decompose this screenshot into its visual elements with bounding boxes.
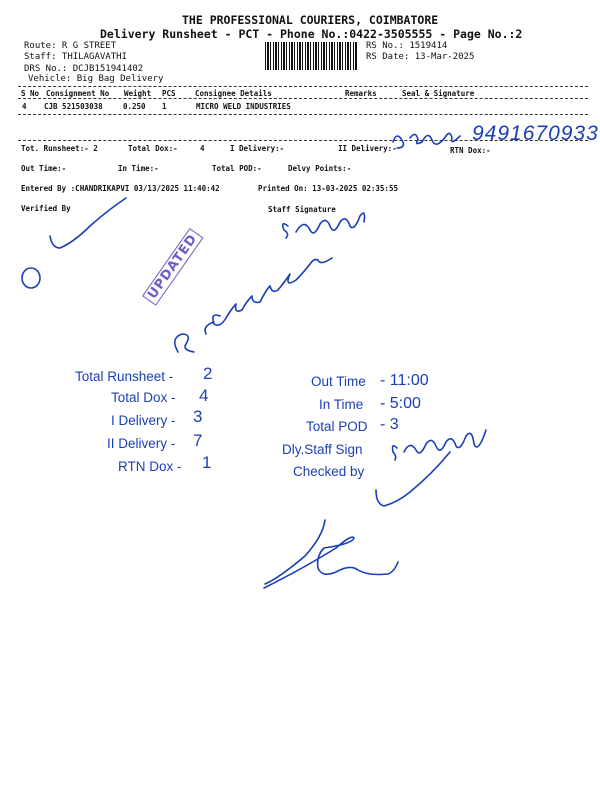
- verified-by-label: Verified By: [21, 204, 71, 213]
- checker-signature: [175, 258, 332, 352]
- staff-text: Staff: THILAGAVATHI: [24, 52, 127, 62]
- summary-in-time-value: - 5:00: [380, 395, 421, 412]
- summary-in-time-label: In Time: [319, 397, 364, 412]
- summary-i-delivery-label: I Delivery -: [111, 413, 176, 428]
- cell-pcs: 1: [162, 102, 167, 111]
- in-time-label: In Time:-: [118, 164, 159, 173]
- total-pod-label: Total POD:-: [212, 164, 262, 173]
- staff-signature-label: Staff Signature: [268, 205, 336, 214]
- col-header-weight: Weight: [124, 89, 152, 98]
- verified-tick-mark: [50, 198, 126, 248]
- checked-by-tick-mark: [376, 452, 450, 506]
- cell-consignment: CJB 521503038: [44, 102, 103, 111]
- total-dox-label: Total Dox:-: [128, 144, 178, 153]
- staff-signature-top: [283, 213, 365, 238]
- cell-sno: 4: [22, 102, 27, 111]
- summary-ii-delivery-value: 7: [193, 431, 203, 450]
- summary-total-runsheet-label: Total Runsheet -: [75, 369, 174, 384]
- summary-rtn-dox-value: 1: [202, 453, 212, 472]
- summary-ii-delivery-label: II Delivery -: [107, 436, 176, 451]
- summary-i-delivery-value: 3: [193, 407, 203, 426]
- ii-delivery-label: II Delivery:-: [338, 144, 397, 153]
- summary-total-pod-value: - 3: [380, 416, 399, 433]
- printed-on: Printed On: 13-03-2025 02:35:55: [258, 184, 398, 193]
- summary-total-dox-value: 4: [199, 386, 209, 405]
- rs-date: RS Date: 13-Mar-2025: [366, 52, 475, 62]
- col-header-consignment: Consignment No: [46, 89, 110, 98]
- summary-total-runsheet-value: 2: [203, 364, 213, 383]
- company-name: THE PROFESSIONAL COURIERS, COIMBATORE: [182, 13, 439, 27]
- col-header-seal: Seal & Signature: [402, 89, 475, 98]
- summary-out-time-value: - 11:00: [380, 372, 429, 389]
- cell-weight: 0.250: [123, 102, 146, 111]
- summary-dly-staff-sign-label: Dly.Staff Sign: [282, 442, 363, 457]
- summary-total-pod-label: Total POD: [306, 419, 368, 434]
- total-dox-value: 4: [200, 144, 205, 153]
- summary-total-dox-label: Total Dox -: [111, 390, 176, 405]
- i-delivery-label: I Delivery:-: [230, 144, 285, 153]
- route-text: Route: R G STREET: [24, 41, 117, 51]
- delivery-points-label: Delvy Points:-: [288, 164, 352, 173]
- handwritten-phone: 9491670933: [472, 122, 599, 145]
- cell-consignee: MICRO WELD INDUSTRIES: [196, 102, 291, 111]
- rs-number: RS No.: 1519414: [366, 41, 448, 51]
- drs-number: DRS No.: DCJB151941402: [24, 64, 144, 74]
- circle-mark: [22, 268, 40, 288]
- entered-by: Entered By :CHANDRIKAPVI 03/13/2025 11:40:42: [21, 184, 220, 193]
- updated-stamp: UPDATED: [142, 228, 204, 306]
- rtn-dox-label: RTN Dox:-: [450, 146, 491, 155]
- bottom-signature: [264, 520, 398, 588]
- col-header-sno: S No: [21, 89, 40, 98]
- out-time-label: Out Time:-: [21, 164, 67, 173]
- runsheet-title: Delivery Runsheet - PCT - Phone No.:0422-3505555 - Page No.:2: [100, 27, 523, 41]
- col-header-consignee: Consignee Details: [195, 89, 272, 98]
- col-header-remarks: Remarks: [345, 89, 377, 98]
- handwritten-name-mark: [393, 133, 460, 148]
- summary-out-time-label: Out Time: [311, 374, 366, 389]
- summary-rtn-dox-label: RTN Dox -: [118, 459, 182, 474]
- summary-checked-by-label: Checked by: [293, 464, 365, 479]
- total-runsheet: Tot. Runsheet:- 2: [21, 144, 98, 153]
- col-header-pcs: PCS: [162, 89, 176, 98]
- dly-staff-signature: [393, 430, 487, 460]
- vehicle-text: Vehicle: Big Bag Delivery: [28, 74, 164, 84]
